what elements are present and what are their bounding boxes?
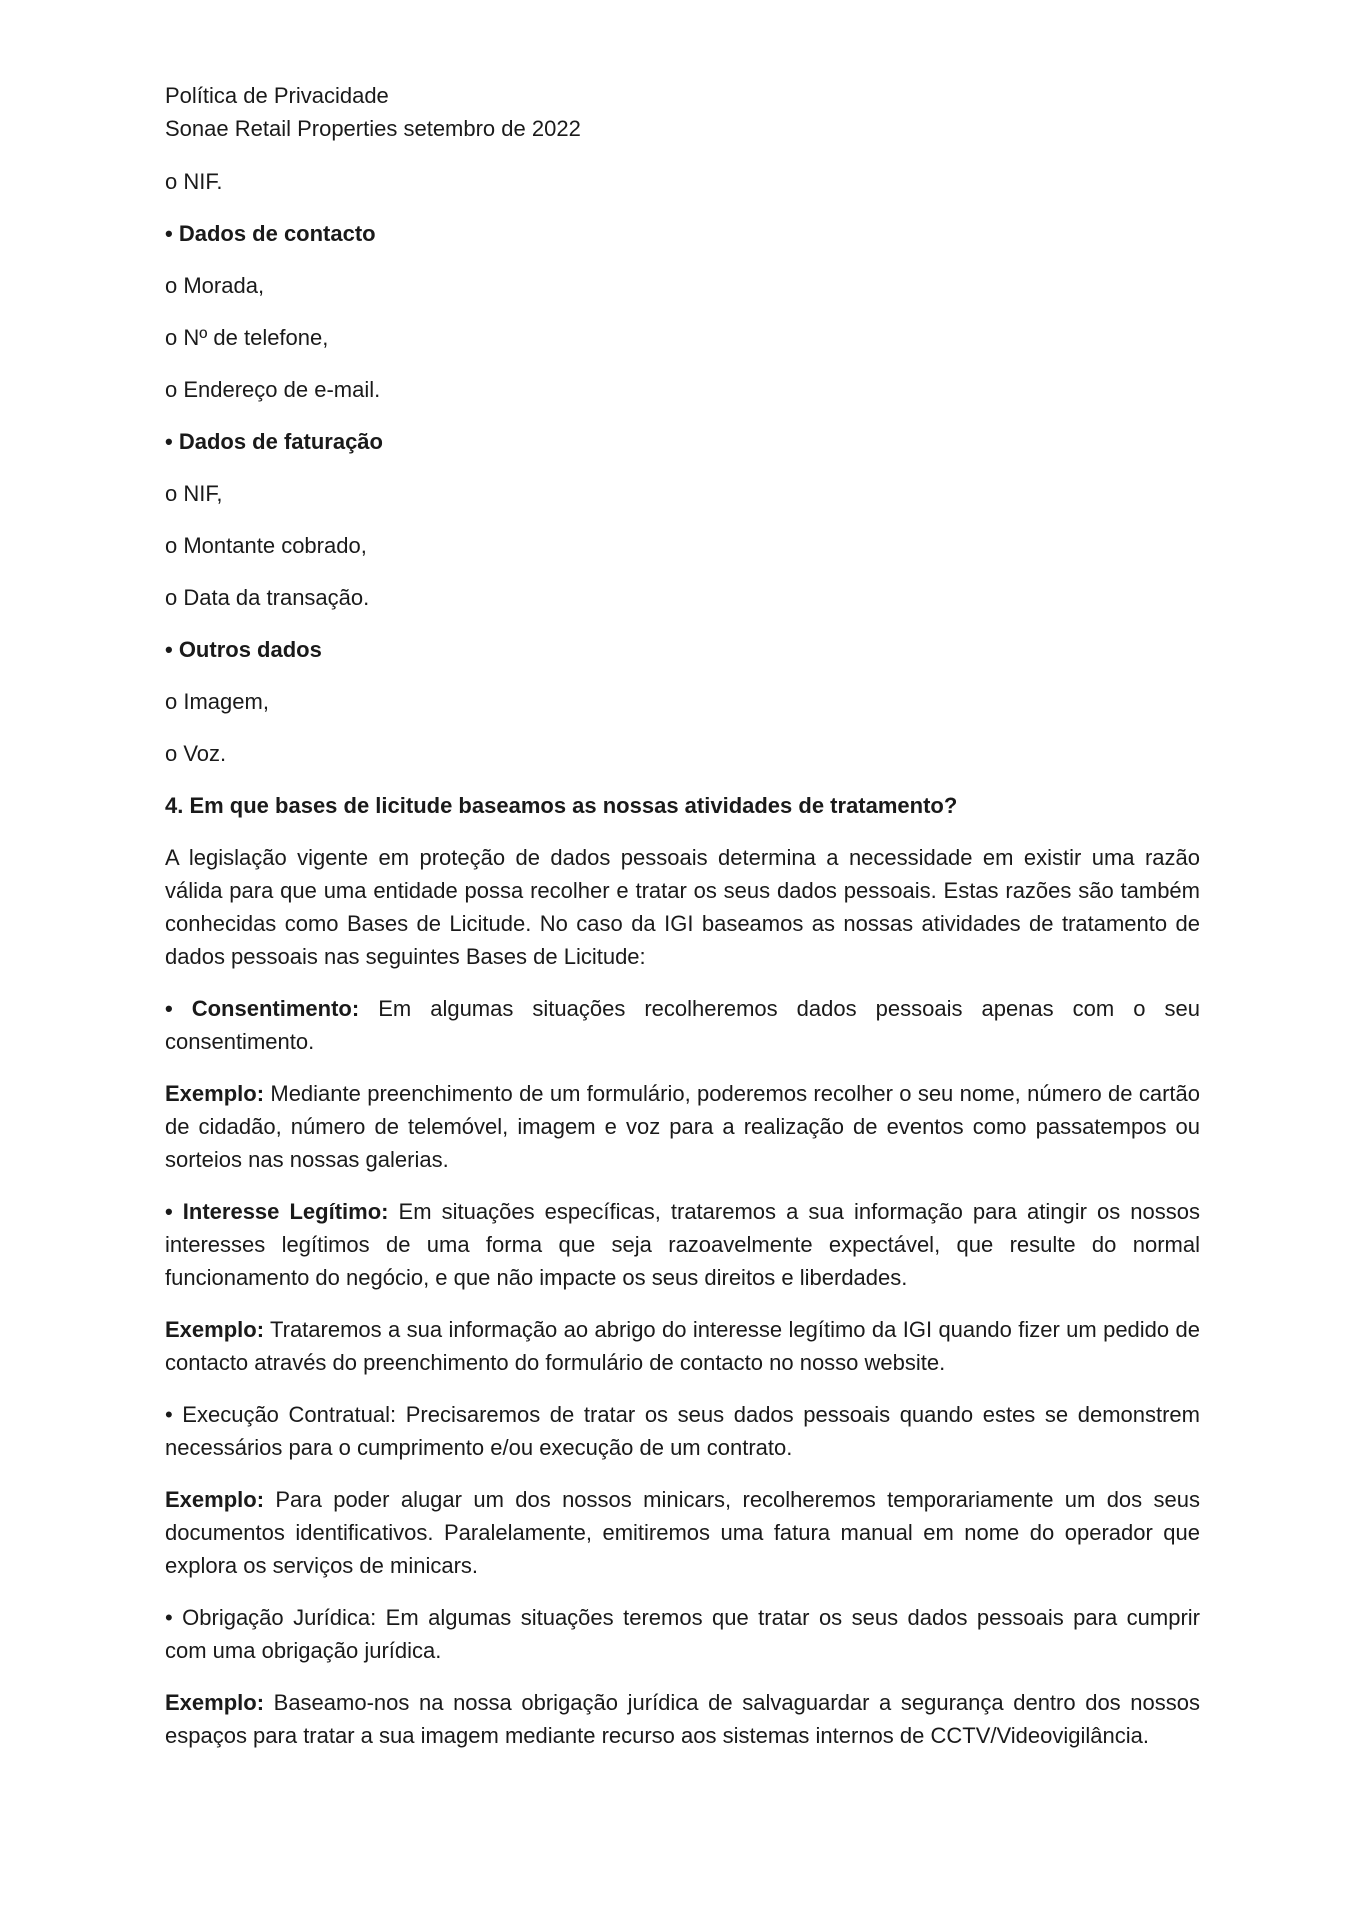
list-item: o Nº de telefone, bbox=[165, 325, 329, 350]
consent-example bbox=[165, 1077, 1200, 1176]
legit-text: Em situações específicas, trataremos a sua informação para atingir os nossos interesses legítimos de uma forma que seja razoavelmente expectável, que resulte do normal funcionamento do negócio, e que não impacte os seus direitos e liberdades. bbox=[165, 1199, 1201, 1290]
contract-paragraph: • Execução Contratual: Precisaremos de tratar os seus dados pessoais quando estes se demonstrem necessários para o cumprimento e/ou execução de um contrato. bbox=[165, 1402, 1200, 1460]
contract-example bbox=[165, 1483, 1200, 1582]
consent-example-text: Mediante preenchimento de um formulário, poderemos recolher o seu nome, número de cartão de cidadão, número de telemóvel, imagem e voz para a realização de eventos como passatempos ou sorteios nas nossas galerias. bbox=[165, 1081, 1200, 1172]
contract-example-text: Para poder alugar um dos nossos minicars, recolheremos temporariamente um dos seus documentos identificativos. Paralelamente, emitiremos uma fatura manual em nome do operador que explora os serviços de minicars. bbox=[165, 1487, 1200, 1578]
example-label: Exemplo: bbox=[165, 1690, 265, 1715]
legal-paragraph: • Obrigação Jurídica: Em algumas situações teremos que tratar os seus dados pessoais para cumprir com uma obrigação jurídica. bbox=[165, 1605, 1200, 1663]
list-item: o Endereço de e-mail. bbox=[165, 377, 381, 402]
legit-example bbox=[165, 1313, 1200, 1379]
page-header bbox=[165, 79, 1205, 145]
example-label: Exemplo: bbox=[165, 1487, 265, 1512]
list-item: o Montante cobrado, bbox=[165, 533, 367, 558]
example-label: Exemplo: bbox=[165, 1081, 265, 1106]
list-item: o Imagem, bbox=[165, 689, 269, 714]
section-4-intro: A legislação vigente em proteção de dados pessoais determina a necessidade em existir uma razão válida para que uma entidade possa recolher e tratar os seus dados pessoais. Estas razões são também conhecidas como Bases de Licitude. No caso da IGI baseamos as nossas atividades de tratamento de dados pessoais nas seguintes Bases de Licitude: bbox=[165, 845, 1200, 969]
list-item: o NIF, bbox=[165, 481, 223, 506]
legal-example-text: Baseamo-nos na nossa obrigação jurídica de salvaguardar a segurança dentro dos nossos espaços para tratar a sua imagem mediante recurso aos sistemas internos de CCTV/Videovigilância. bbox=[165, 1690, 1200, 1748]
section-4-title: 4. Em que bases de licitude baseamos as nossas atividades de tratamento? bbox=[165, 793, 958, 818]
document-body bbox=[165, 165, 1200, 1771]
list-item: o Morada, bbox=[165, 273, 265, 298]
legit-paragraph bbox=[165, 1195, 1200, 1294]
header-title: Política de Privacidade bbox=[165, 83, 389, 108]
list-item: o NIF. bbox=[165, 169, 223, 194]
legal-example bbox=[165, 1686, 1200, 1752]
header-subtitle: Sonae Retail Properties setembro de 2022 bbox=[165, 116, 581, 141]
consent-text: Em algumas situações recolheremos dados pessoais apenas com o seu consentimento. bbox=[165, 996, 1200, 1054]
list-item: o Data da transação. bbox=[165, 585, 370, 610]
example-label: Exemplo: bbox=[165, 1317, 265, 1342]
legit-example-text: Trataremos a sua informação ao abrigo do interesse legítimo da IGI quando fizer um pedido de contacto através do preenchimento do formulário de contacto no nosso website. bbox=[165, 1317, 1200, 1375]
billing-heading: • Dados de faturação bbox=[165, 429, 383, 454]
legit-label: • Interesse Legítimo: bbox=[165, 1199, 389, 1224]
other-heading: • Outros dados bbox=[165, 637, 322, 662]
contact-heading: • Dados de contacto bbox=[165, 221, 376, 246]
consent-label: • Consentimento: bbox=[165, 996, 360, 1021]
consent-paragraph bbox=[165, 992, 1200, 1058]
list-item: o Voz. bbox=[165, 741, 227, 766]
